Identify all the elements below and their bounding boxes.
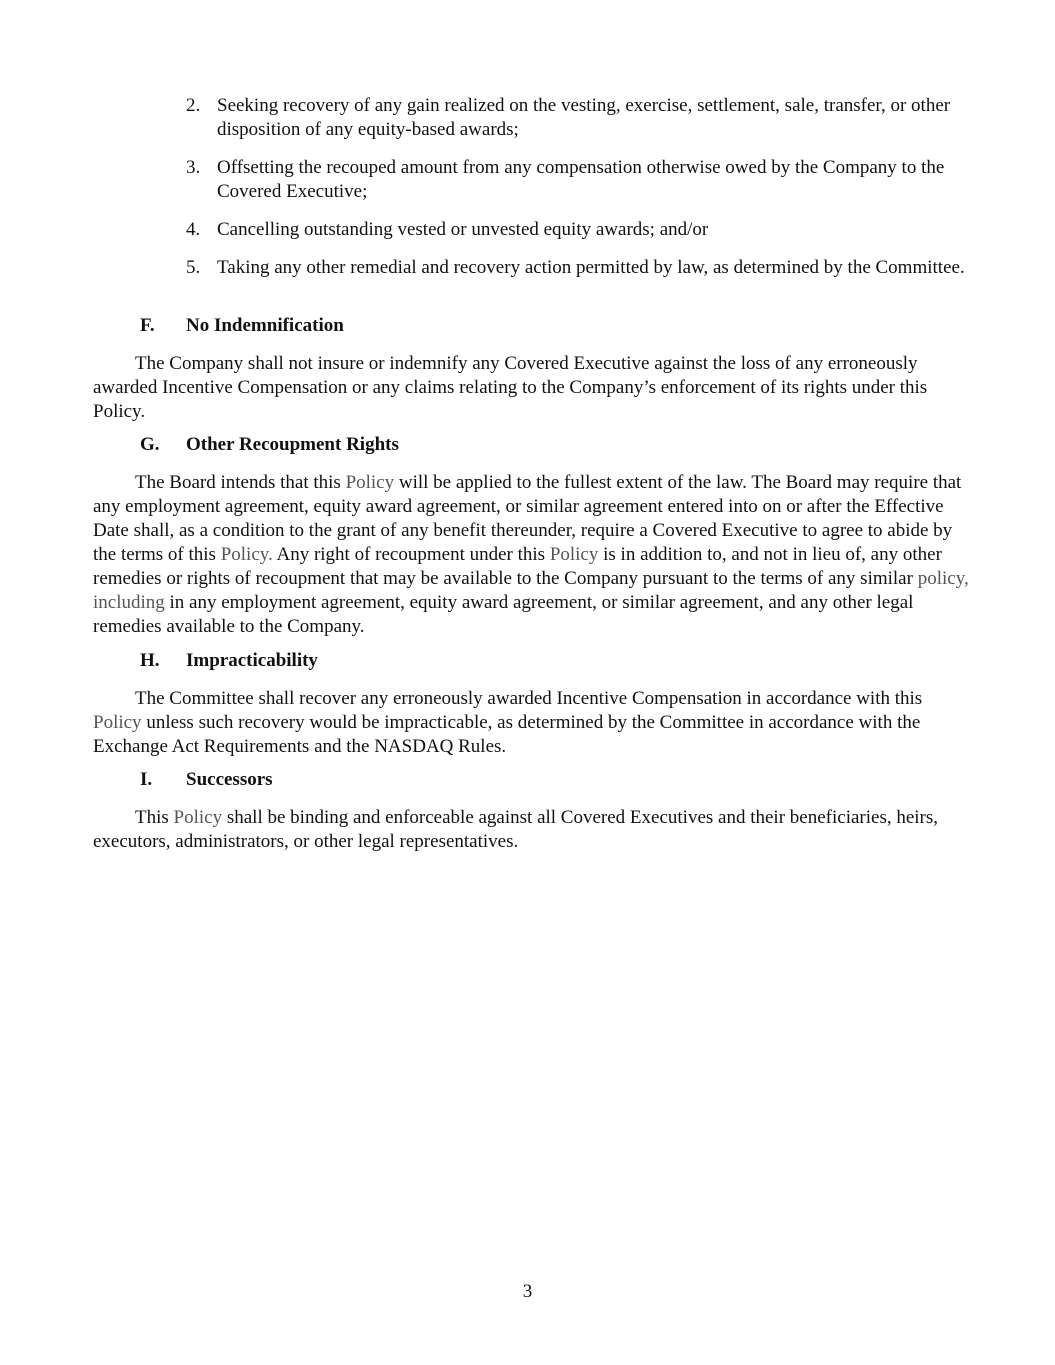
- section-title: Successors: [186, 769, 273, 790]
- section-g-paragraph: [93, 471, 973, 639]
- page-number: 3: [522, 1281, 533, 1302]
- text-run-policy: Policy: [549, 544, 599, 565]
- list-item-text: Seeking recovery of any gain realized on the vesting, exercise, settlement, sale, transfer, or other disposition of any equity-based awards;: [217, 95, 951, 140]
- text-run: The Board intends that this: [135, 472, 346, 493]
- text-run: will be applied to the fullest extent of the law. The Board may require that any employment agreement, equity award agreement, or similar agreement entered into on or after the Effective Date shall, as a condition to the grant of any benefit thereunder, require a Covered Executive to agree to abide by the terms of this: [93, 472, 962, 565]
- text-run-policy: policy, including: [93, 568, 969, 613]
- list-item-number: 4.: [186, 219, 201, 240]
- section-letter: H.: [140, 650, 160, 671]
- section-title: No Indemnification: [186, 315, 344, 336]
- text-run: unless such recovery would be impracticable, as determined by the Committee in accordance with the Exchange Act Requirements and the NASDAQ Rules.: [93, 712, 921, 757]
- text-run-policy: Policy: [345, 472, 395, 493]
- section-heading-i: [140, 768, 273, 792]
- text-run-policy: Policy: [173, 807, 223, 828]
- section-letter: I.: [140, 769, 153, 790]
- section-h-paragraph: [93, 687, 973, 759]
- list-item: [186, 218, 976, 242]
- section-i-paragraph: [93, 806, 973, 854]
- section-f-paragraph: The Company shall not insure or indemnify any Covered Executive against the loss of any erroneously awarded Incentive Compensation or any claims relating to the Company’s enforcement of its rights under this Policy.: [93, 353, 928, 422]
- text-run: in any employment agreement, equity award agreement, or similar agreement, and any other legal remedies available to the Company.: [93, 592, 914, 637]
- section-title: Impracticability: [186, 650, 318, 671]
- text-run: is in addition to, and not in lieu of, any other remedies or rights of recoupment that may be available to the Company pursuant to the terms of any similar: [93, 544, 942, 589]
- section-heading-h: [140, 649, 318, 673]
- section-letter: G.: [140, 434, 160, 455]
- text-run-policy: Policy: [93, 712, 142, 733]
- list-item-text: Offsetting the recouped amount from any compensation otherwise owed by the Company to the Covered Executive;: [217, 157, 945, 202]
- section-letter: F.: [140, 315, 155, 336]
- recovery-methods-list: [186, 94, 976, 294]
- section-heading-g: [140, 433, 399, 457]
- list-item-text: Taking any other remedial and recovery action permitted by law, as determined by the Committee.: [217, 257, 965, 278]
- list-item: [186, 156, 976, 204]
- text-run-policy: Policy.: [220, 544, 273, 565]
- text-run: The Committee shall recover any erroneously awarded Incentive Compensation in accordance with this: [135, 688, 923, 709]
- list-item: [186, 256, 976, 280]
- text-run: shall be binding and enforceable against all Covered Executives and their beneficiaries, heirs, executors, administrators, or other legal representatives.: [93, 807, 939, 852]
- text-run: Any right of recoupment under this: [272, 544, 550, 565]
- list-item-number: 2.: [186, 95, 201, 116]
- list-item: [186, 94, 976, 142]
- list-item-number: 5.: [186, 257, 201, 278]
- text-run: This: [135, 807, 174, 828]
- list-item-text: Cancelling outstanding vested or unvested equity awards; and/or: [217, 219, 709, 240]
- section-title: Other Recoupment Rights: [186, 434, 399, 455]
- list-item-number: 3.: [186, 157, 201, 178]
- section-heading-f: [140, 314, 344, 338]
